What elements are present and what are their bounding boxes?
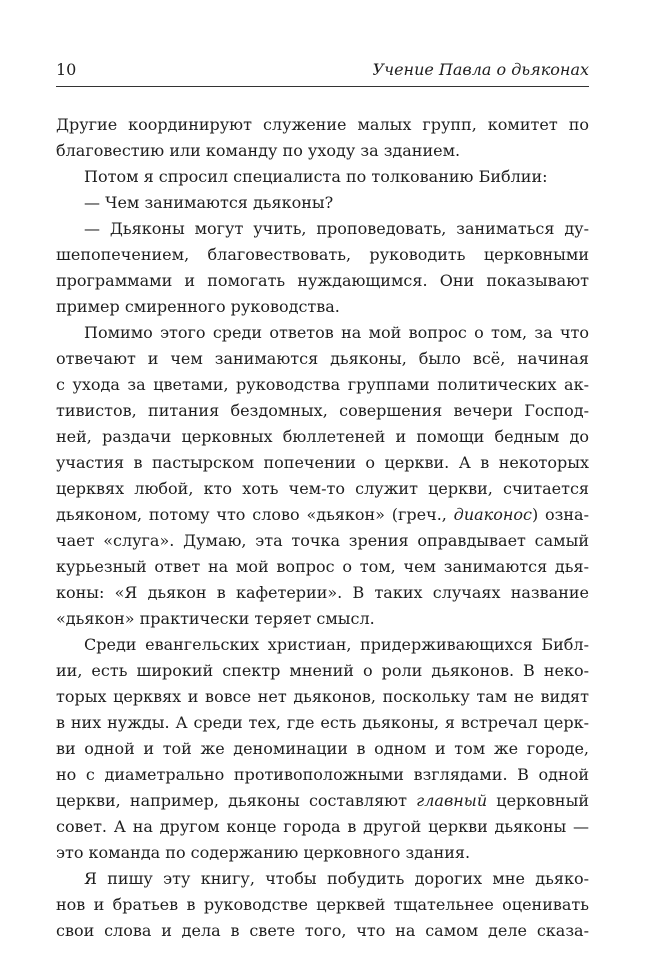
- text-line: ви одной и той же деноминации в одном и том же городе,: [56, 739, 589, 758]
- text-line: участия в пастырском попечении о церкви. А в некоторых: [56, 453, 589, 472]
- text-line: совет. А на другом конце города в другой церкви дьяконы —: [56, 817, 589, 836]
- text-line: Я пишу эту книгу, чтобы побудить дорогих мне дьяко-: [84, 869, 589, 888]
- text-line: Потом я спросил специалиста по толкованию Библии:: [84, 167, 548, 186]
- text-line: но с диаметрально противоположными взглядами. В одной: [56, 765, 589, 784]
- text-segment: ) озна-: [531, 505, 589, 524]
- text-line: Среди евангельских христиан, придерживающихся Библ-: [84, 635, 589, 654]
- text-line: благовестию или команду по уходу за зданием.: [56, 141, 461, 160]
- text-line: Другие координируют служение малых групп, комитет по: [56, 115, 589, 134]
- text-line: нов и братьев в руководстве церквей тщательнее оценивать: [56, 895, 589, 914]
- text-segment: церкви, например, дьяконы составляют: [56, 791, 417, 810]
- text-line: — Чем занимаются дьяконы?: [84, 193, 334, 212]
- text-segment: дьяконом, потому что слово «дьякон» (греч.,: [56, 505, 454, 524]
- text-line: в них нужды. А среди тех, где есть дьяконы, я встречал церк-: [56, 713, 589, 732]
- text-line: «дьякон» практически теряет смысл.: [56, 609, 375, 628]
- text-line: ней, раздачи церковных бюллетеней и помощи бедным до: [56, 427, 589, 446]
- text-line: тивистов, питания бездомных, совершения вечери Господ-: [56, 401, 589, 420]
- text-line: коны: «Я дьякон в кафетерии». В таких случаях название: [56, 583, 589, 602]
- text-line: программами и помогать нуждающимся. Они показывают: [56, 271, 589, 290]
- text-line: ии, есть широкий спектр мнений о роли дьяконов. В неко-: [56, 661, 589, 680]
- text-line: свои слова и дела в свете того, что на самом деле сказа-: [56, 921, 589, 940]
- header-divider: [56, 86, 589, 87]
- text-line: церквях любой, кто хоть чем-то служит церкви, считается: [56, 479, 589, 498]
- text-line: с ухода за цветами, руководства группами политических ак-: [56, 375, 589, 394]
- text-line: — Дьяконы могут учить, проповедовать, заниматься ду-: [84, 219, 589, 238]
- page-number: 10: [56, 60, 77, 79]
- text-line: шепопечением, благовествовать, руководить церковными: [56, 245, 589, 264]
- body-text: [56, 112, 589, 944]
- emphasis-text: диаконос: [453, 505, 532, 524]
- text-line: пример смиренного руководства.: [56, 297, 340, 316]
- emphasis-text: главный: [416, 791, 488, 810]
- page-header: [56, 58, 589, 84]
- text-line: чает «слуга». Думаю, эта точка зрения оправдывает самый: [56, 531, 589, 550]
- text-line: Помимо этого среди ответов на мой вопрос о том, за что: [84, 323, 589, 342]
- text-line: это команда по содержанию церковного здания.: [56, 843, 471, 862]
- text-line: курьезный ответ на мой вопрос о том, чем занимаются дья-: [56, 557, 589, 576]
- text-line: [56, 502, 589, 528]
- text-line: [56, 788, 589, 814]
- text-line: отвечают и чем занимаются дьяконы, было всё, начиная: [56, 349, 589, 368]
- text-line: торых церквях и вовсе нет дьяконов, поскольку там не видят: [56, 687, 589, 706]
- text-segment: церковный: [487, 791, 589, 810]
- running-title: Учение Павла о дьяконах: [372, 60, 589, 79]
